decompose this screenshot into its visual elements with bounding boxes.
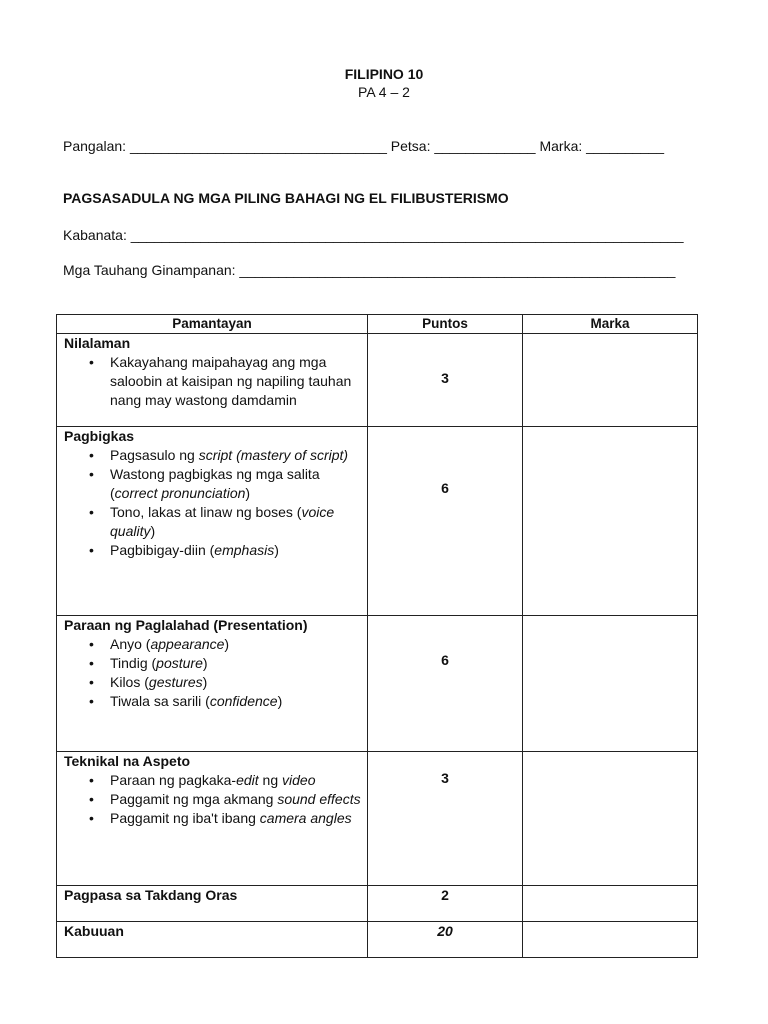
document-title: FILIPINO 10 [344,66,424,82]
chapter-line: Kabanata: _______________________________________________________________________ [63,227,684,243]
criteria-item-text: appearance [150,636,225,652]
criteria-cell [57,922,368,958]
points-value: 6 [441,480,449,496]
criteria-item [110,692,361,711]
score-cell[interactable] [523,427,698,616]
points-value: 6 [441,652,449,668]
table-row [57,616,698,752]
points-cell [368,616,523,752]
criteria-item-text: voice quality [110,504,335,539]
criteria-item-text: video [282,772,316,788]
points-value: 2 [441,887,449,903]
criteria-title: Teknikal na Aspeto [64,753,191,769]
criteria-item [110,635,361,654]
score-cell[interactable] [523,922,698,958]
criteria-item-text: gestures [148,674,203,690]
table-header-row [57,315,698,334]
criteria-item-text: Pagsasulo ng [110,447,199,463]
criteria-item-text: edit [236,772,259,788]
criteria-item-text: Wastong pagbigkas ng mga salita ( [110,466,320,501]
section-title: PAGSASADULA NG MGA PILING BAHAGI NG EL FILIBUSTERISMO [63,190,509,206]
header-score: Marka [523,315,698,334]
criteria-item-text: ng [258,772,283,788]
criteria-item-text: posture [156,655,203,671]
score-cell[interactable] [523,616,698,752]
criteria-item-text: Paggamit ng mga akmang [110,791,278,807]
name-date-score-line: Pangalan: _________________________________ Petsa: _____________ Marka: __________ [63,138,665,154]
criteria-item-text: ) [245,485,251,501]
criteria-list [64,446,361,560]
criteria-item-text: ) [274,542,279,558]
criteria-title: Kabuuan [64,923,124,939]
criteria-item [110,673,361,692]
criteria-item [110,771,361,790]
criteria-cell [57,616,368,752]
criteria-item-text: confidence [209,693,278,709]
criteria-item-text: ) [277,693,283,709]
criteria-item-text: Kakayahang maipahayag ang mga saloobin at kaisipan ng napiling tauhan nang may wastong damdamin [110,354,352,408]
criteria-item [110,446,361,465]
points-cell [368,752,523,886]
criteria-item-text: correct pronunciation [114,485,246,501]
criteria-item-text: ) [224,636,230,652]
criteria-list [64,353,361,410]
score-cell[interactable] [523,886,698,922]
criteria-item-text: camera angles [259,810,352,826]
criteria-item-text: Tiwala sa sarili ( [110,693,210,709]
header-criteria: Pamantayan [57,315,368,334]
criteria-cell [57,752,368,886]
points-cell [368,922,523,958]
criteria-item-text: script (mastery of script) [198,447,349,463]
criteria-item-text: Tono, lakas at linaw ng boses ( [110,504,302,520]
criteria-item [110,790,361,809]
table-row [57,922,698,958]
criteria-title: Nilalaman [64,335,131,351]
criteria-item-text: Paggamit ng iba't ibang [110,810,260,826]
points-value: 3 [441,370,449,386]
table-row [57,427,698,616]
criteria-item [110,503,361,541]
criteria-title: Pagpasa sa Takdang Oras [64,887,238,903]
criteria-item [110,809,361,828]
criteria-item [110,541,361,560]
criteria-cell [57,427,368,616]
document-code: PA 4 – 2 [358,84,410,100]
criteria-item-text: ) [202,655,208,671]
table-row [57,886,698,922]
score-cell[interactable] [523,752,698,886]
criteria-item-text: Anyo ( [110,636,151,652]
criteria-cell [57,886,368,922]
criteria-item [110,465,361,503]
table-row [57,752,698,886]
criteria-item-text: ) [150,523,156,539]
criteria-item [110,353,361,410]
points-value: 3 [441,770,449,786]
rubric-body [57,334,698,958]
criteria-cell [57,334,368,427]
table-row [57,334,698,427]
criteria-title: Pagbigkas [64,428,135,444]
criteria-item-text: emphasis [214,542,275,558]
characters-line: Mga Tauhang Ginampanan: ________________________________________________________ [63,262,676,278]
rubric-table [56,314,698,958]
points-cell [368,886,523,922]
criteria-list [64,635,361,711]
points-cell [368,334,523,427]
criteria-item-text: Pagbibigay-diin ( [110,542,215,558]
header-points: Puntos [368,315,523,334]
criteria-item-text: Tindig ( [110,655,157,671]
points-cell [368,427,523,616]
criteria-item [110,654,361,673]
score-cell[interactable] [523,334,698,427]
points-value: 20 [437,923,453,939]
criteria-item-text: ) [202,674,208,690]
criteria-item-text: Kilos ( [110,674,149,690]
criteria-item-text: sound effects [277,791,361,807]
criteria-item-text: Paraan ng pagkaka- [110,772,237,788]
criteria-title: Paraan ng Paglalahad (Presentation) [64,617,308,633]
criteria-list [64,771,361,828]
